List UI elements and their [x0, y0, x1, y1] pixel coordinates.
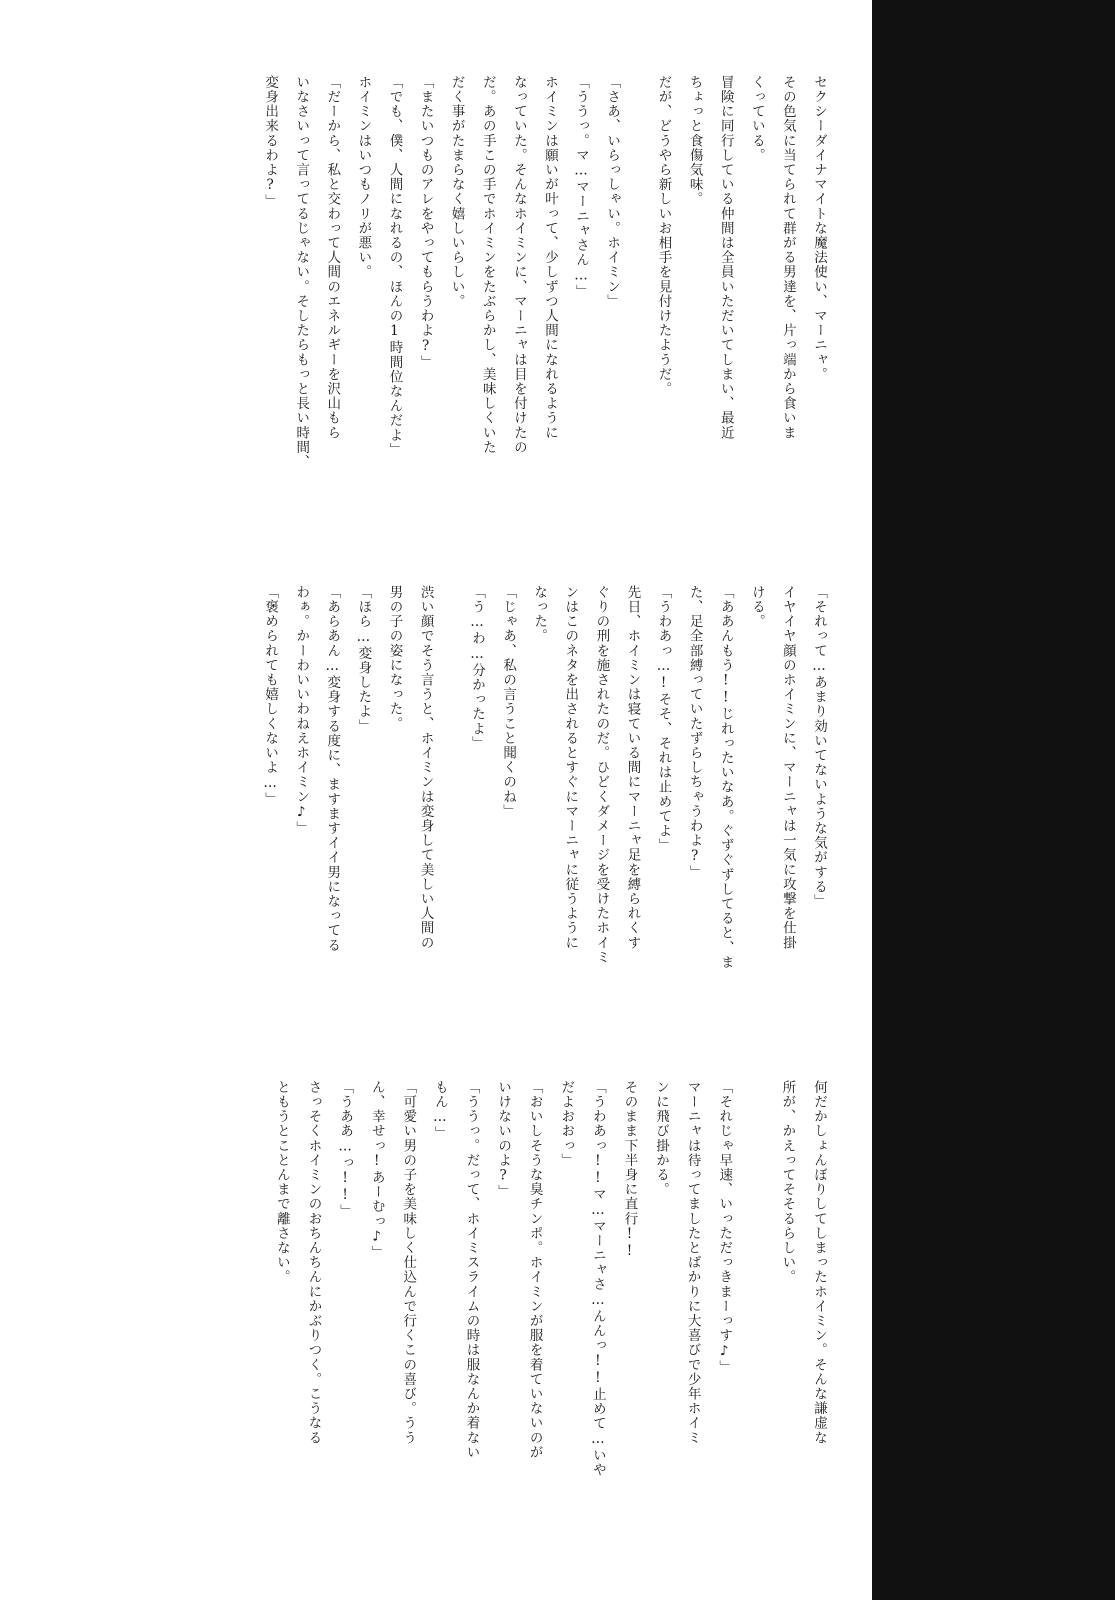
text-line: 「あらあん…変身する度に、ますますイイ男になってる [324, 585, 341, 953]
text-line: くっている。 [748, 75, 765, 163]
text-line: ける。 [748, 585, 765, 629]
text-row-2 [245, 585, 825, 1040]
text-line: 「じゃあ、私の言うこと聞くのね」 [500, 585, 517, 819]
text-line: だよおおっ」 [558, 1080, 575, 1168]
text-line: ホイミンは願いが叶って、少しずつ人間になれるように [541, 75, 558, 440]
text-line: 所が、かえってそそるらしい。 [779, 1080, 796, 1285]
text-line: ん、幸せっ!あーむっ♪」 [368, 1080, 385, 1261]
text-line: ともうとことんまで離さない。 [273, 1080, 290, 1285]
text-line: 何だかしょんぼりしてしまったホイミン。そんな謙虚な [811, 1080, 827, 1445]
text-line: ンはこのネタを出されるとすぐにマーニャに従うように [562, 585, 579, 950]
article-subtitle: マーニャとホイミン [982, 70, 1004, 250]
text-line: 「可愛い男の子を美味しく仕込んで行くこの喜び。うう [400, 1080, 417, 1445]
text-line: 変身出来るわよ?」 [262, 75, 279, 209]
text-line: もん…」 [431, 1080, 448, 1141]
text-line: イヤイヤ顔のホイミンに、マーニャは一気に攻撃を仕掛 [779, 585, 796, 950]
text-line: なった。 [531, 585, 548, 644]
text-line: 「ああんもう!!じれったいなあ。ぐずぐずしてると、ま [717, 585, 734, 970]
text-line: だが、どうやら新しいお相手を見付けたようだ。 [655, 75, 672, 397]
text-line: 「ほら…変身したよ」 [355, 585, 372, 734]
text-line: 「うわあっ!!マ…マーニャさ…んんっ!!止めて…いや [589, 1080, 606, 1478]
text-line: 先日、ホイミンは寝ている間にマーニャ足を縛られくす [624, 585, 641, 950]
text-line: 「褒められても嬉しくないよ…」 [262, 585, 279, 807]
text-line: 「さあ、いらっしゃい。ホイミン」 [604, 75, 621, 309]
text-line: ちょっと食傷気味。 [686, 75, 703, 207]
text-line: そのまま下半身に直行!! [621, 1080, 638, 1261]
text-line: 「う…わ…分かったよ」 [468, 585, 485, 751]
text-line: さっそくホイミンのおちんちんにかぶりつく。こうなる [305, 1080, 322, 1445]
text-line: 「ううっ。マ…マーニャさん…」 [573, 75, 590, 299]
text-line: た、足全部縛っていたずらしちゃうわよ?」 [686, 585, 703, 880]
text-line: その色気に当てられて群がる男達を、片っ端から食いま [779, 75, 796, 440]
text-row-1 [245, 75, 825, 555]
header [912, 70, 1007, 1570]
text-line: 「ううっ。だって、ホイミスライムの時は服なんか着ない [463, 1080, 480, 1460]
text-line: 「でも、僕、人間になれるの、ほんの1時間位なんだよ」 [386, 75, 403, 458]
text-line: いけないのよ?」 [495, 1080, 512, 1200]
text-line: 「うわあっ…!そそ、それは止めてよ」 [655, 585, 672, 853]
text-line: だ。あの手この手でホイミンをたぶらかし、美味しくいた [479, 75, 496, 455]
text-line: 渋い顔でそう言うと、ホイミンは変身して美しい人間の [417, 585, 434, 950]
text-line: 「だーから、私と交わって人間のエネルギーを沢山もら [324, 75, 341, 440]
text-line: いなさいって言ってるじゃない。そしたらもっと長い時間、 [293, 75, 310, 470]
text-line: ホイミンはいつもノリが悪い。 [355, 75, 372, 280]
text-line: 「うああ…っ!!」 [337, 1080, 354, 1219]
text-line: ぐりの刑を施されたのだ。ひどくダメージを受けたホイミ [593, 585, 610, 965]
text-line: わぁ。かーわいいわねえホイミン♪」 [293, 585, 310, 836]
text-line: 「それじゃ早速、いっただっきまーっす♪」 [716, 1080, 733, 1375]
text-line: ンに飛び掛かる。 [653, 1080, 670, 1197]
text-line: セクシーダイナマイトな魔法使い、マーニャ。 [811, 75, 827, 382]
text-line: だく事がたまらなく嬉しいらしい。 [448, 75, 465, 309]
article-title: 人間になる為の素敵に無敵な個人レッスン [912, 70, 970, 1058]
text-line: 「それって…あまり効いてないような気がする」 [811, 585, 827, 909]
text-row-3 [245, 1080, 825, 1540]
text-line: なっていた。そんなホイミンに、マーニャは目を付けたの [510, 75, 527, 455]
text-line: 「またいつものアレをやってもらうわよ?」 [417, 75, 434, 370]
text-line: 「おいしそうな臭チンポ。ホイミンが服を着ていないのが [526, 1080, 543, 1460]
text-line: 男の子の姿になった。 [386, 585, 403, 731]
text-line: 冒険に同行している仲間は全員いただいてしまい、最近 [717, 75, 734, 440]
text-line: マーニャは待ってましたとばかりに大喜びで少年ホイミ [684, 1080, 701, 1445]
